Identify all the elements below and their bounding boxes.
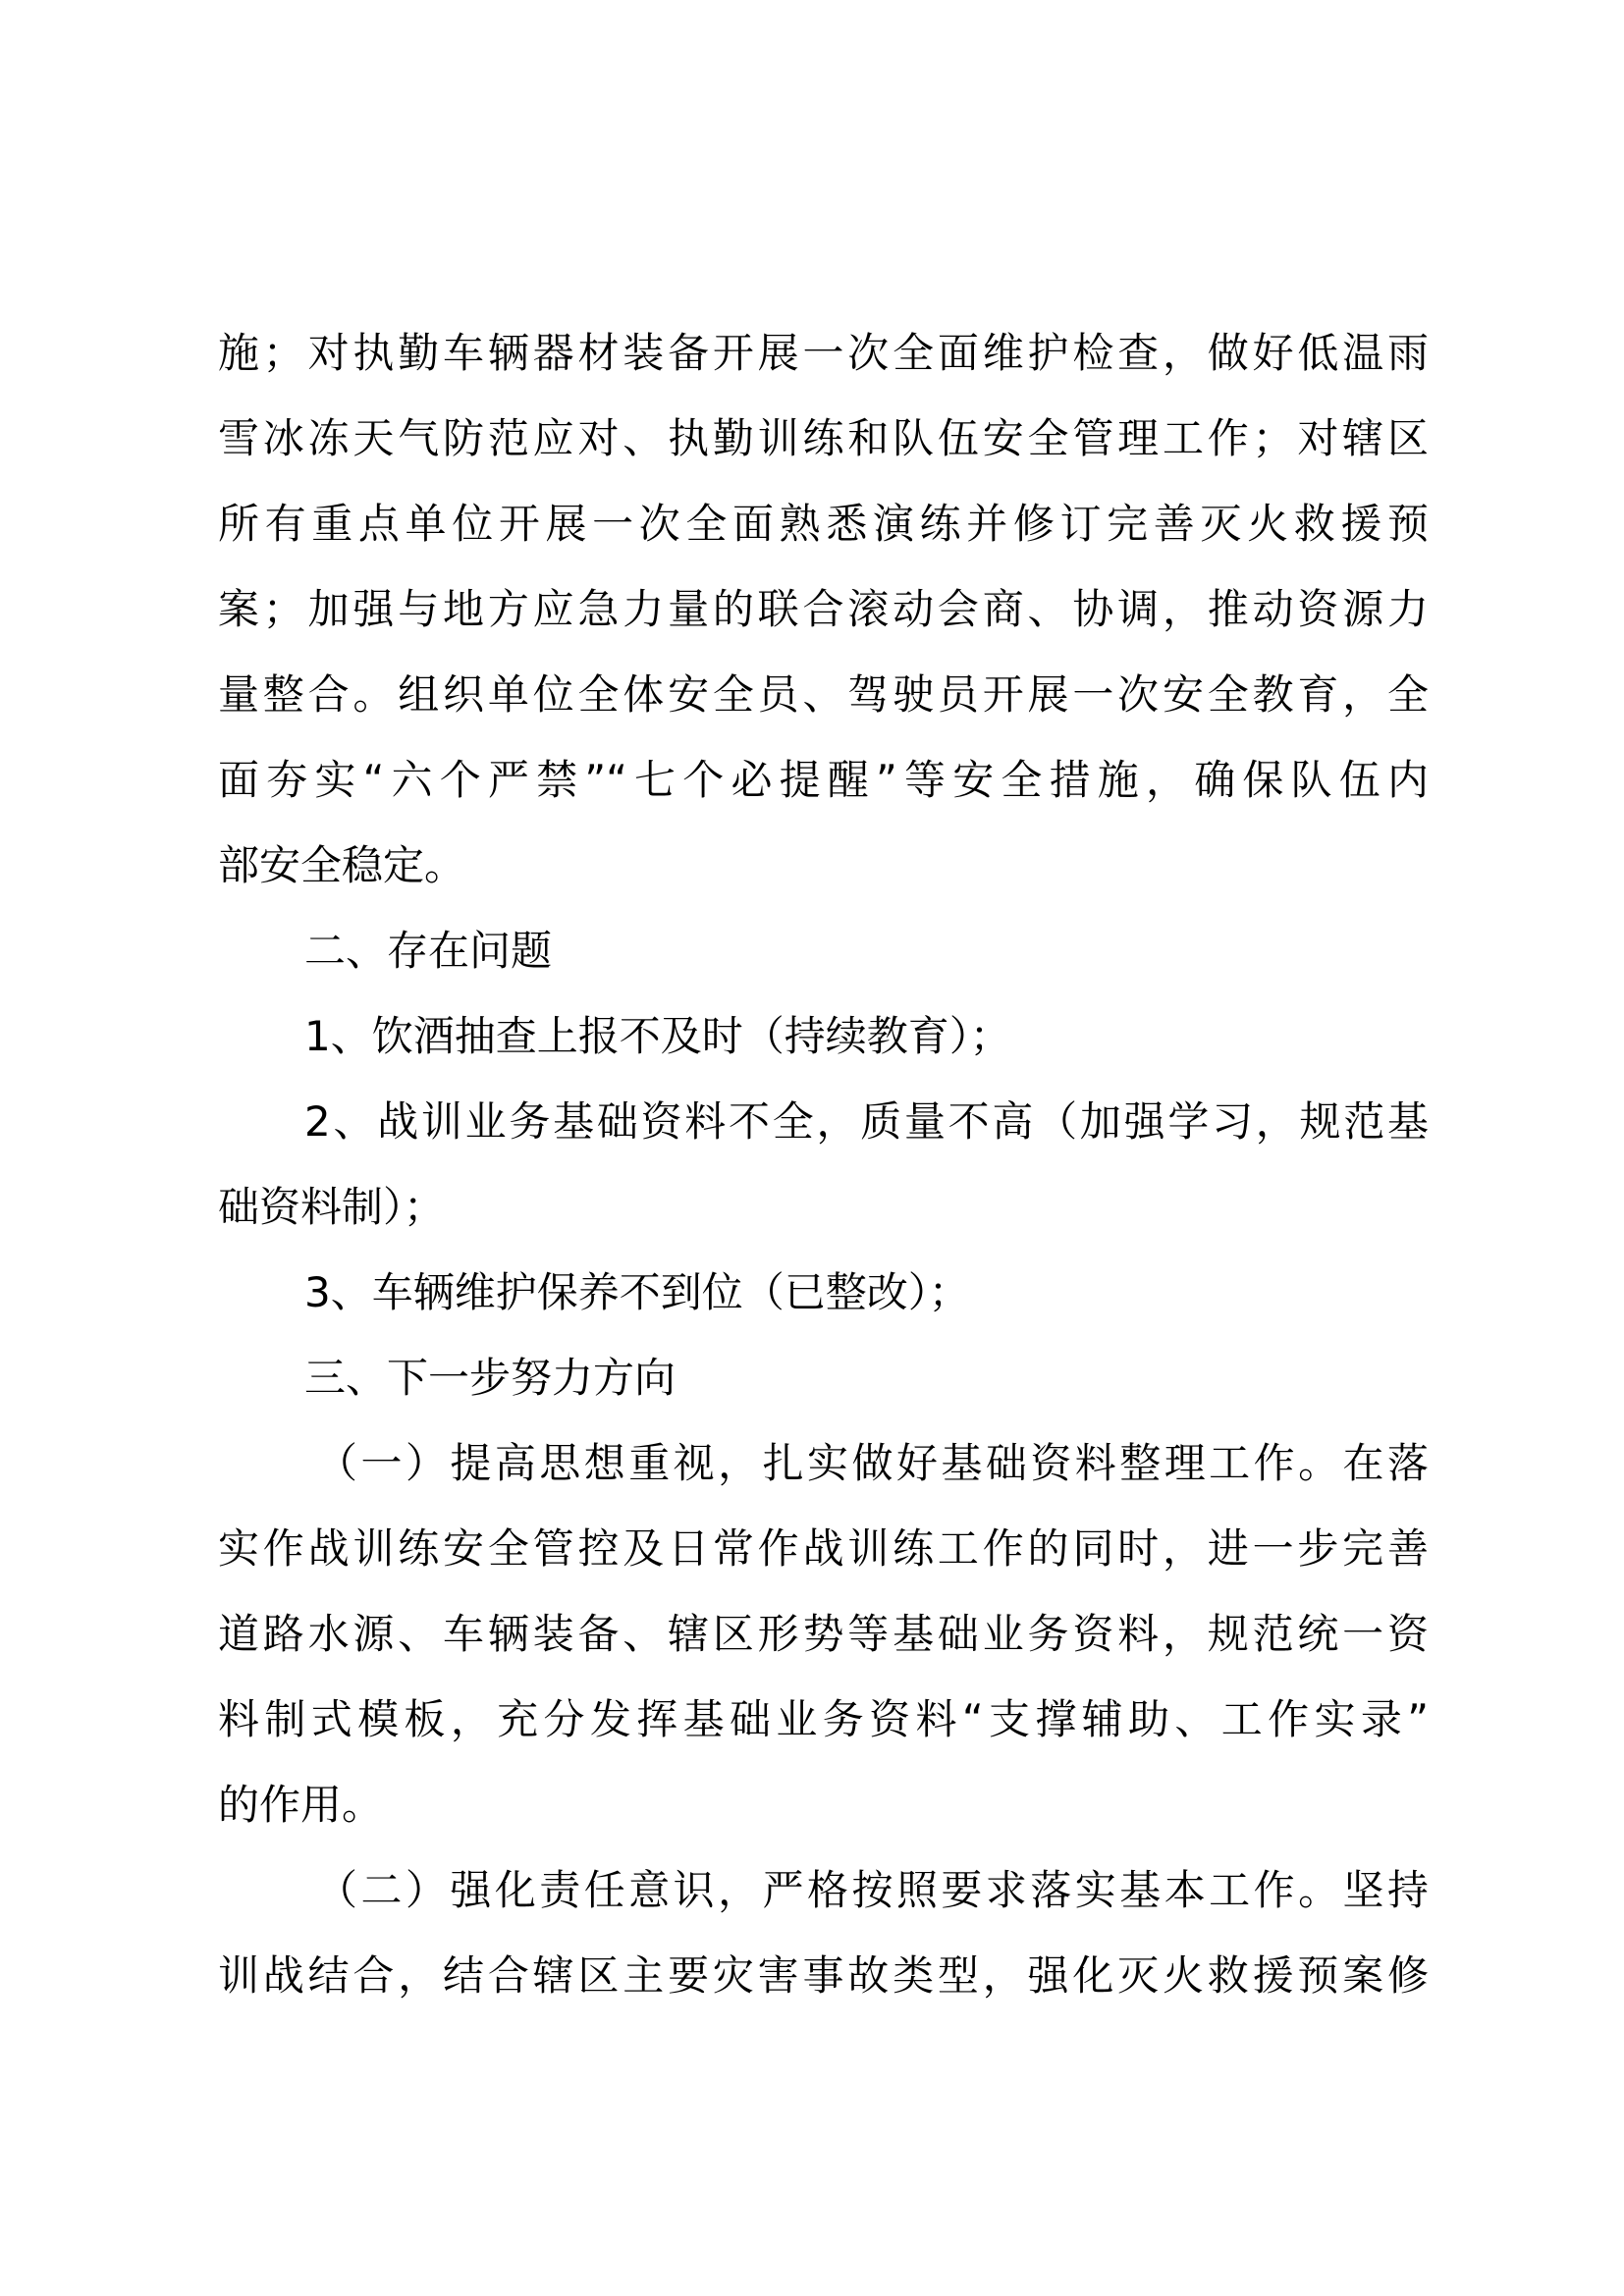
text-line: 面夯实“六个严禁”“七个必提醒”等安全措施，确保队伍内	[218, 756, 1429, 804]
paragraph	[218, 1094, 1429, 1264]
paragraph	[218, 923, 1429, 1008]
text-line: 二、存在问题	[304, 927, 553, 975]
paragraph	[218, 1008, 1429, 1094]
text-line: 1、饮酒抽查上报不及时（持续教育）；	[304, 1012, 1011, 1060]
text-line: 础资料制）；	[218, 1183, 446, 1231]
text-line: 所有重点单位开展一次全面熟悉演练并修订完善灭火救援预	[218, 500, 1429, 548]
paragraph	[218, 1264, 1429, 1350]
text-line: 3、车辆维护保养不到位（已整改）；	[304, 1268, 970, 1316]
text-line: 案；加强与地方应急力量的联合滚动会商、协调，推动资源力	[218, 585, 1429, 633]
paragraph	[218, 325, 1429, 923]
paragraph	[218, 1435, 1429, 1862]
text-line: 部安全稳定。	[218, 841, 466, 889]
text-line: 的作用。	[218, 1781, 384, 1829]
text-line: 2、战训业务基础资料不全，质量不高（加强学习，规范基	[304, 1097, 1429, 1146]
text-line: 料制式模板，充分发挥基础业务资料“支撑辅助、工作实录”	[218, 1695, 1429, 1743]
text-line: 实作战训练安全管控及日常作战训练工作的同时，进一步完善	[218, 1524, 1429, 1573]
text-line: 训战结合，结合辖区主要灾害事故类型，强化灭火救援预案修	[218, 1951, 1429, 2000]
text-line: （一）提高思想重视，扎实做好基础资料整理工作。在落	[316, 1439, 1429, 1487]
text-line: 量整合。组织单位全体安全员、驾驶员开展一次安全教育，全	[218, 670, 1429, 719]
paragraph	[218, 1350, 1429, 1435]
text-line: 道路水源、车辆装备、辖区形势等基础业务资料，规范统一资	[218, 1610, 1429, 1658]
text-line: 施；对执勤车辆器材装备开展一次全面维护检查，做好低温雨	[218, 329, 1429, 377]
document-body	[218, 325, 1429, 2033]
text-line: 雪冰冻天气防范应对、执勤训练和队伍安全管理工作；对辖区	[218, 414, 1429, 462]
text-line: 三、下一步努力方向	[304, 1354, 677, 1402]
text-line: （二）强化责任意识，严格按照要求落实基本工作。坚持	[316, 1866, 1429, 1914]
paragraph	[218, 1862, 1429, 2033]
